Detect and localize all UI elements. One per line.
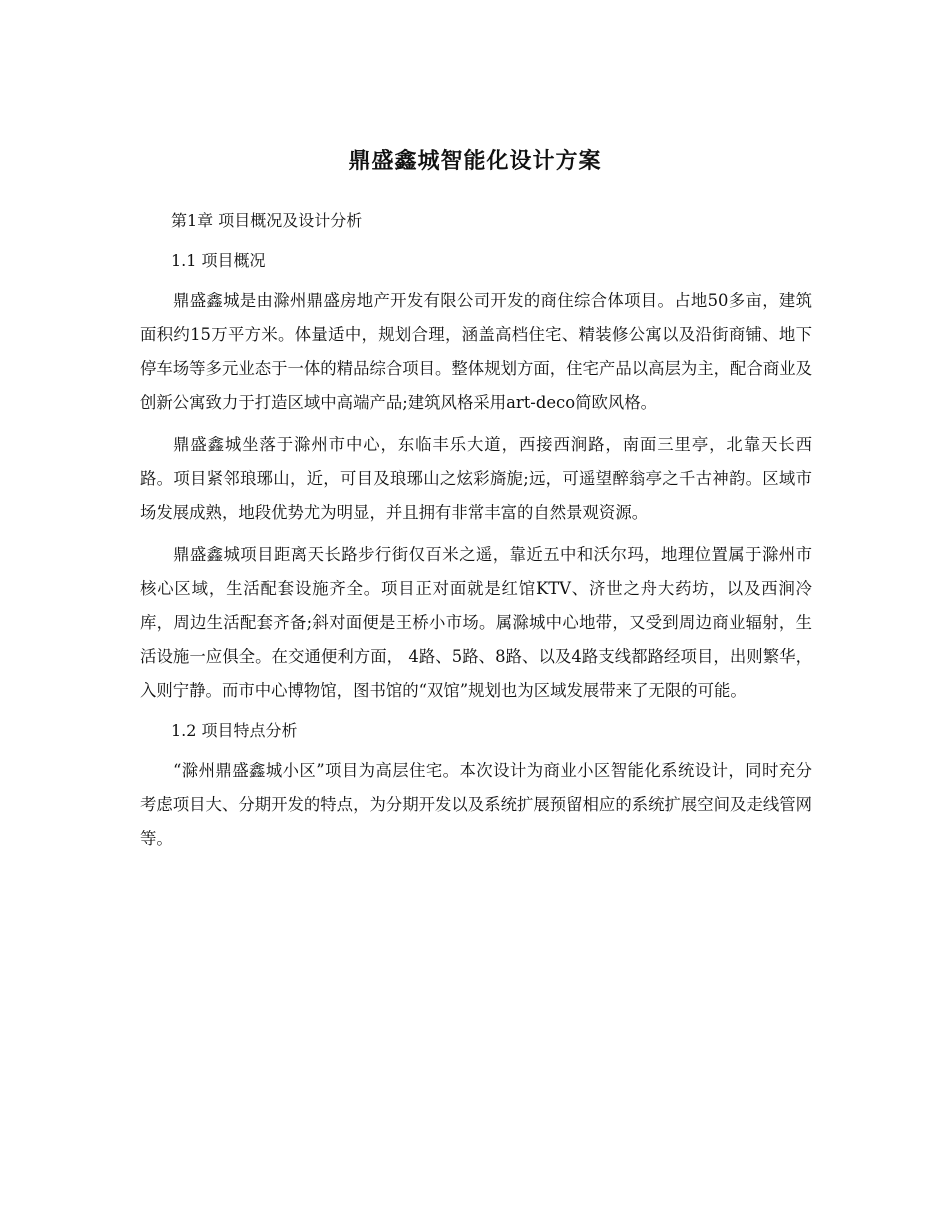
chapter-heading: 第1章 项目概况及设计分析 — [171, 211, 363, 230]
paragraph-overview: 鼎盛鑫城是由滁州鼎盛房地产开发有限公司开发的商住综合体项目。占地50多亩，建筑面积约15万平方米。体量适中，规划合理，涵盖高档住宅、精装修公寓以及沿街商铺、地下停车场等多元业态于一体的精品综合项目。整体规划方面，住宅产品以高层为主，配合商业及创新公寓致力于打造区域中高端产品;建筑风格采用art-deco简欧风格。 — [140, 291, 813, 412]
section-heading-1-2: 1.2 项目特点分析 — [171, 721, 298, 740]
paragraph-features: “滁州鼎盛鑫城小区”项目为高层住宅。本次设计为商业小区智能化系统设计，同时充分考虑项目大、分期开发的特点，为分期开发以及系统扩展预留相应的系统扩展空间及走线管网等。 — [140, 761, 813, 848]
document-body — [140, 204, 812, 856]
document-title: 鼎盛鑫城智能化设计方案 — [348, 148, 602, 174]
paragraph-location: 鼎盛鑫城坐落于滁州市中心，东临丰乐大道，西接西涧路，南面三里亭，北靠天长西路。项目紧邻琅琊山，近，可目及琅琊山之炫彩旖旎;远，可遥望醉翁亭之千古神韵。区域市场发展成熟，地段优势尤为明显，并且拥有非常丰富的自然景观资源。 — [140, 435, 812, 522]
section-heading-1-1: 1.1 项目概况 — [171, 251, 266, 270]
paragraph-surroundings: 鼎盛鑫城项目距离天长路步行街仅百米之遥，靠近五中和沃尔玛，地理位置属于滁州市核心区域，生活配套设施齐全。项目正对面就是红馆KTV、济世之舟大药坊，以及西涧冷库，周边生活配套齐备;斜对面便是王桥小市场。属滁城中心地带，又受到周边商业辐射，生活设施一应俱全。在交通便利方面， 4路、5路、8路、以及4路支线都路经项目，出则繁华，入则宁静。而市中心博物馆，图书馆的“双馆”规划也为区域发展带来了无限的可能。 — [140, 545, 812, 700]
